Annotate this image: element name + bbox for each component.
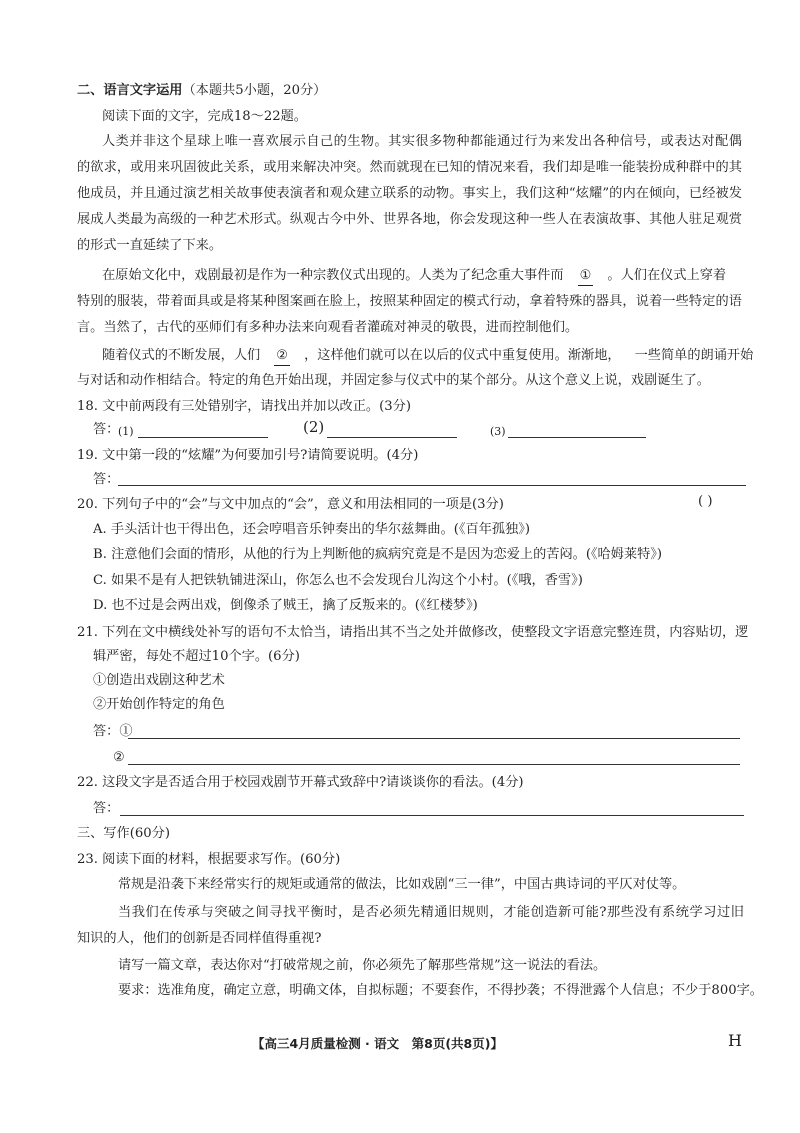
q22-answer-line[interactable] bbox=[120, 815, 744, 816]
section2-title: 二、语言文字运用 bbox=[77, 83, 183, 98]
passage-line: 特别的服装，带着面具或是将某种图案画在脸上，按照某种固定的模式行动，拿着特殊的器具，说着一些特定的语 bbox=[77, 294, 742, 309]
passage-line: 言。当然了，古代的巫师们有多种办法来向观看者灌疏对神灵的敬畏，进而控制他们。 bbox=[77, 320, 579, 335]
q20-option-c: C. 如果不是有人把铁轨铺进深山，你怎么也不会发现台儿沟这个小村。(《哦，香雪》) bbox=[93, 573, 583, 588]
q19-answer-line[interactable] bbox=[118, 485, 746, 486]
q20-option-a: A. 手头活计也干得出色，还会哼唱音乐钟奏出的华尔兹舞曲。(《百年孤独》) bbox=[93, 522, 530, 537]
q18-label-2: (2) bbox=[303, 418, 325, 436]
q23-instruction: 请写一篇文章，表达你对“打破常规之前，你必须先了解那些常规”这一说法的看法。 bbox=[118, 958, 607, 973]
blank-1-marker: ① bbox=[578, 267, 594, 286]
passage-text: ，这样他们就可以在以后的仪式中重复使用。渐渐地， bbox=[304, 348, 621, 363]
q19-answer-label: 答： bbox=[93, 472, 120, 487]
q18-answer-line-3[interactable] bbox=[508, 437, 646, 438]
passage-line: 他成员，并且通过演艺相关故事使表演者和观众建立联系的动物。事实上，我们这种“炫耀”的内在倾向，已经被发 bbox=[77, 186, 742, 201]
section2-intro: 阅读下面的文字，完成18～22题。 bbox=[102, 109, 307, 124]
question-19: 19. 文中第一段的“炫耀”为何要加引号?请简要说明。(4分) bbox=[77, 448, 419, 463]
section2-note: （本题共5小题，20分） bbox=[182, 83, 327, 98]
q20-option-b: B. 注意他们会面的情形，从他的行为上判断他的疯病究竟是不是因为恋爱上的苦闷。(《哈姆莱特》) bbox=[93, 547, 663, 562]
q23-requirements: 要求：选准角度，确定立意，明确文体，自拟标题；不要套作，不得抄袭；不得泄露个人信息；不少于800字。 bbox=[118, 983, 763, 998]
passage-text: 。人们在仪式上穿着 bbox=[607, 268, 727, 283]
passage-text: 在原始文化中，戏剧最初是作为一种宗教仪式出现的。人类为了纪念重大事件而 bbox=[102, 268, 564, 283]
q18-answer-label: 答： bbox=[93, 422, 120, 437]
passage-text: 一些简单的朗诵开始 bbox=[634, 348, 754, 363]
q21-answer-line-1[interactable] bbox=[128, 738, 740, 739]
q20-answer-paren[interactable]: ( ) bbox=[698, 494, 713, 509]
passage-line: 与对话和动作相结合。特定的角色开始出现，并固定参与仪式中的某个部分。从这个意义上说，戏剧诞生了。 bbox=[77, 373, 710, 388]
q21-item-2: ②开始创作特定的角色 bbox=[93, 697, 225, 712]
q21-answer-prefix: 答： bbox=[93, 724, 120, 739]
q21-item-1: ①创造出戏剧这种艺术 bbox=[93, 673, 225, 688]
page-footer: 【高三4月质量检测 · 语文 第8页(共8页)】 bbox=[252, 1036, 503, 1051]
question-21-line2: 辑严密，每处不超过10个字。(6分) bbox=[93, 649, 300, 664]
q23-material-1: 常规是沿袭下来经常实行的规矩或通常的做法，比如戏剧“三一律”，中国古典诗词的平仄对仗等。 bbox=[118, 877, 686, 892]
question-22: 22. 这段文字是否适合用于校园戏剧节开幕式致辞中?请谈谈你的看法。(4分) bbox=[77, 775, 524, 790]
q20-option-d: D. 也不过是会两出戏，倒像杀了贼王，擒了反叛来的。(《红楼梦》) bbox=[93, 598, 478, 613]
paper-version: H bbox=[728, 1031, 742, 1050]
q21-answer-line-2[interactable] bbox=[128, 764, 740, 765]
question-18: 18. 文中前两段有三处错别字，请找出并加以改正。(3分) bbox=[77, 399, 411, 414]
passage-line-with-blank bbox=[102, 267, 726, 286]
question-21-line1: 21. 下列在文中横线处补写的语句不太恰当，请指出其不当之处并做修改，使整段文字语意完整连贯，内容贴切，逻 bbox=[77, 625, 749, 640]
q23-material-2a: 当我们在传承与突破之间寻找平衡时，是否必须先精通旧规则，才能创造新可能?那些没有系统学习过旧 bbox=[118, 905, 744, 920]
passage-line: 的欲求，或用来巩固彼此关系，或用来解决冲突。然而就现在已知的情况来看，我们却是唯一能装扮成种群中的其 bbox=[77, 160, 742, 175]
question-20: 20. 下列句子中的“会”与文中加点的“会”，意义和用法相同的一项是(3分) bbox=[77, 497, 504, 512]
q23-material-2b: 知识的人，他们的创新是否同样值得重视? bbox=[77, 931, 322, 946]
passage-line: 的形式一直延续了下来。 bbox=[77, 238, 223, 253]
q18-label-3: (3) bbox=[490, 425, 506, 438]
passage-line: 人类并非这个星球上唯一喜欢展示自己的生物。其实很多物种都能通过行为来发出各种信号，或表达对配偶 bbox=[102, 134, 742, 149]
passage-line: 展成人类最为高级的一种艺术形式。纵观古今中外、世界各地，你会发现这种一些人在表演故事、其他人驻足观赏 bbox=[77, 212, 742, 227]
q18-answer-line-2[interactable] bbox=[327, 437, 457, 438]
passage-line-with-blank bbox=[102, 347, 753, 366]
q22-answer-label: 答： bbox=[93, 801, 120, 816]
blank-2-marker: ② bbox=[274, 347, 290, 366]
question-23: 23. 阅读下面的材料，根据要求写作。(60分) bbox=[77, 852, 341, 867]
q18-label-1: (1) bbox=[118, 425, 134, 438]
section3-heading: 三、写作(60分) bbox=[77, 826, 171, 841]
q21-answer-label bbox=[93, 723, 133, 741]
q18-answer-line-1[interactable] bbox=[138, 437, 268, 438]
q21-answer-mark-2: ② bbox=[113, 750, 125, 765]
section2-heading bbox=[77, 82, 326, 100]
q21-answer-mark-1: ① bbox=[119, 724, 133, 739]
passage-text: 随着仪式的不断发展，人们 bbox=[102, 348, 261, 363]
